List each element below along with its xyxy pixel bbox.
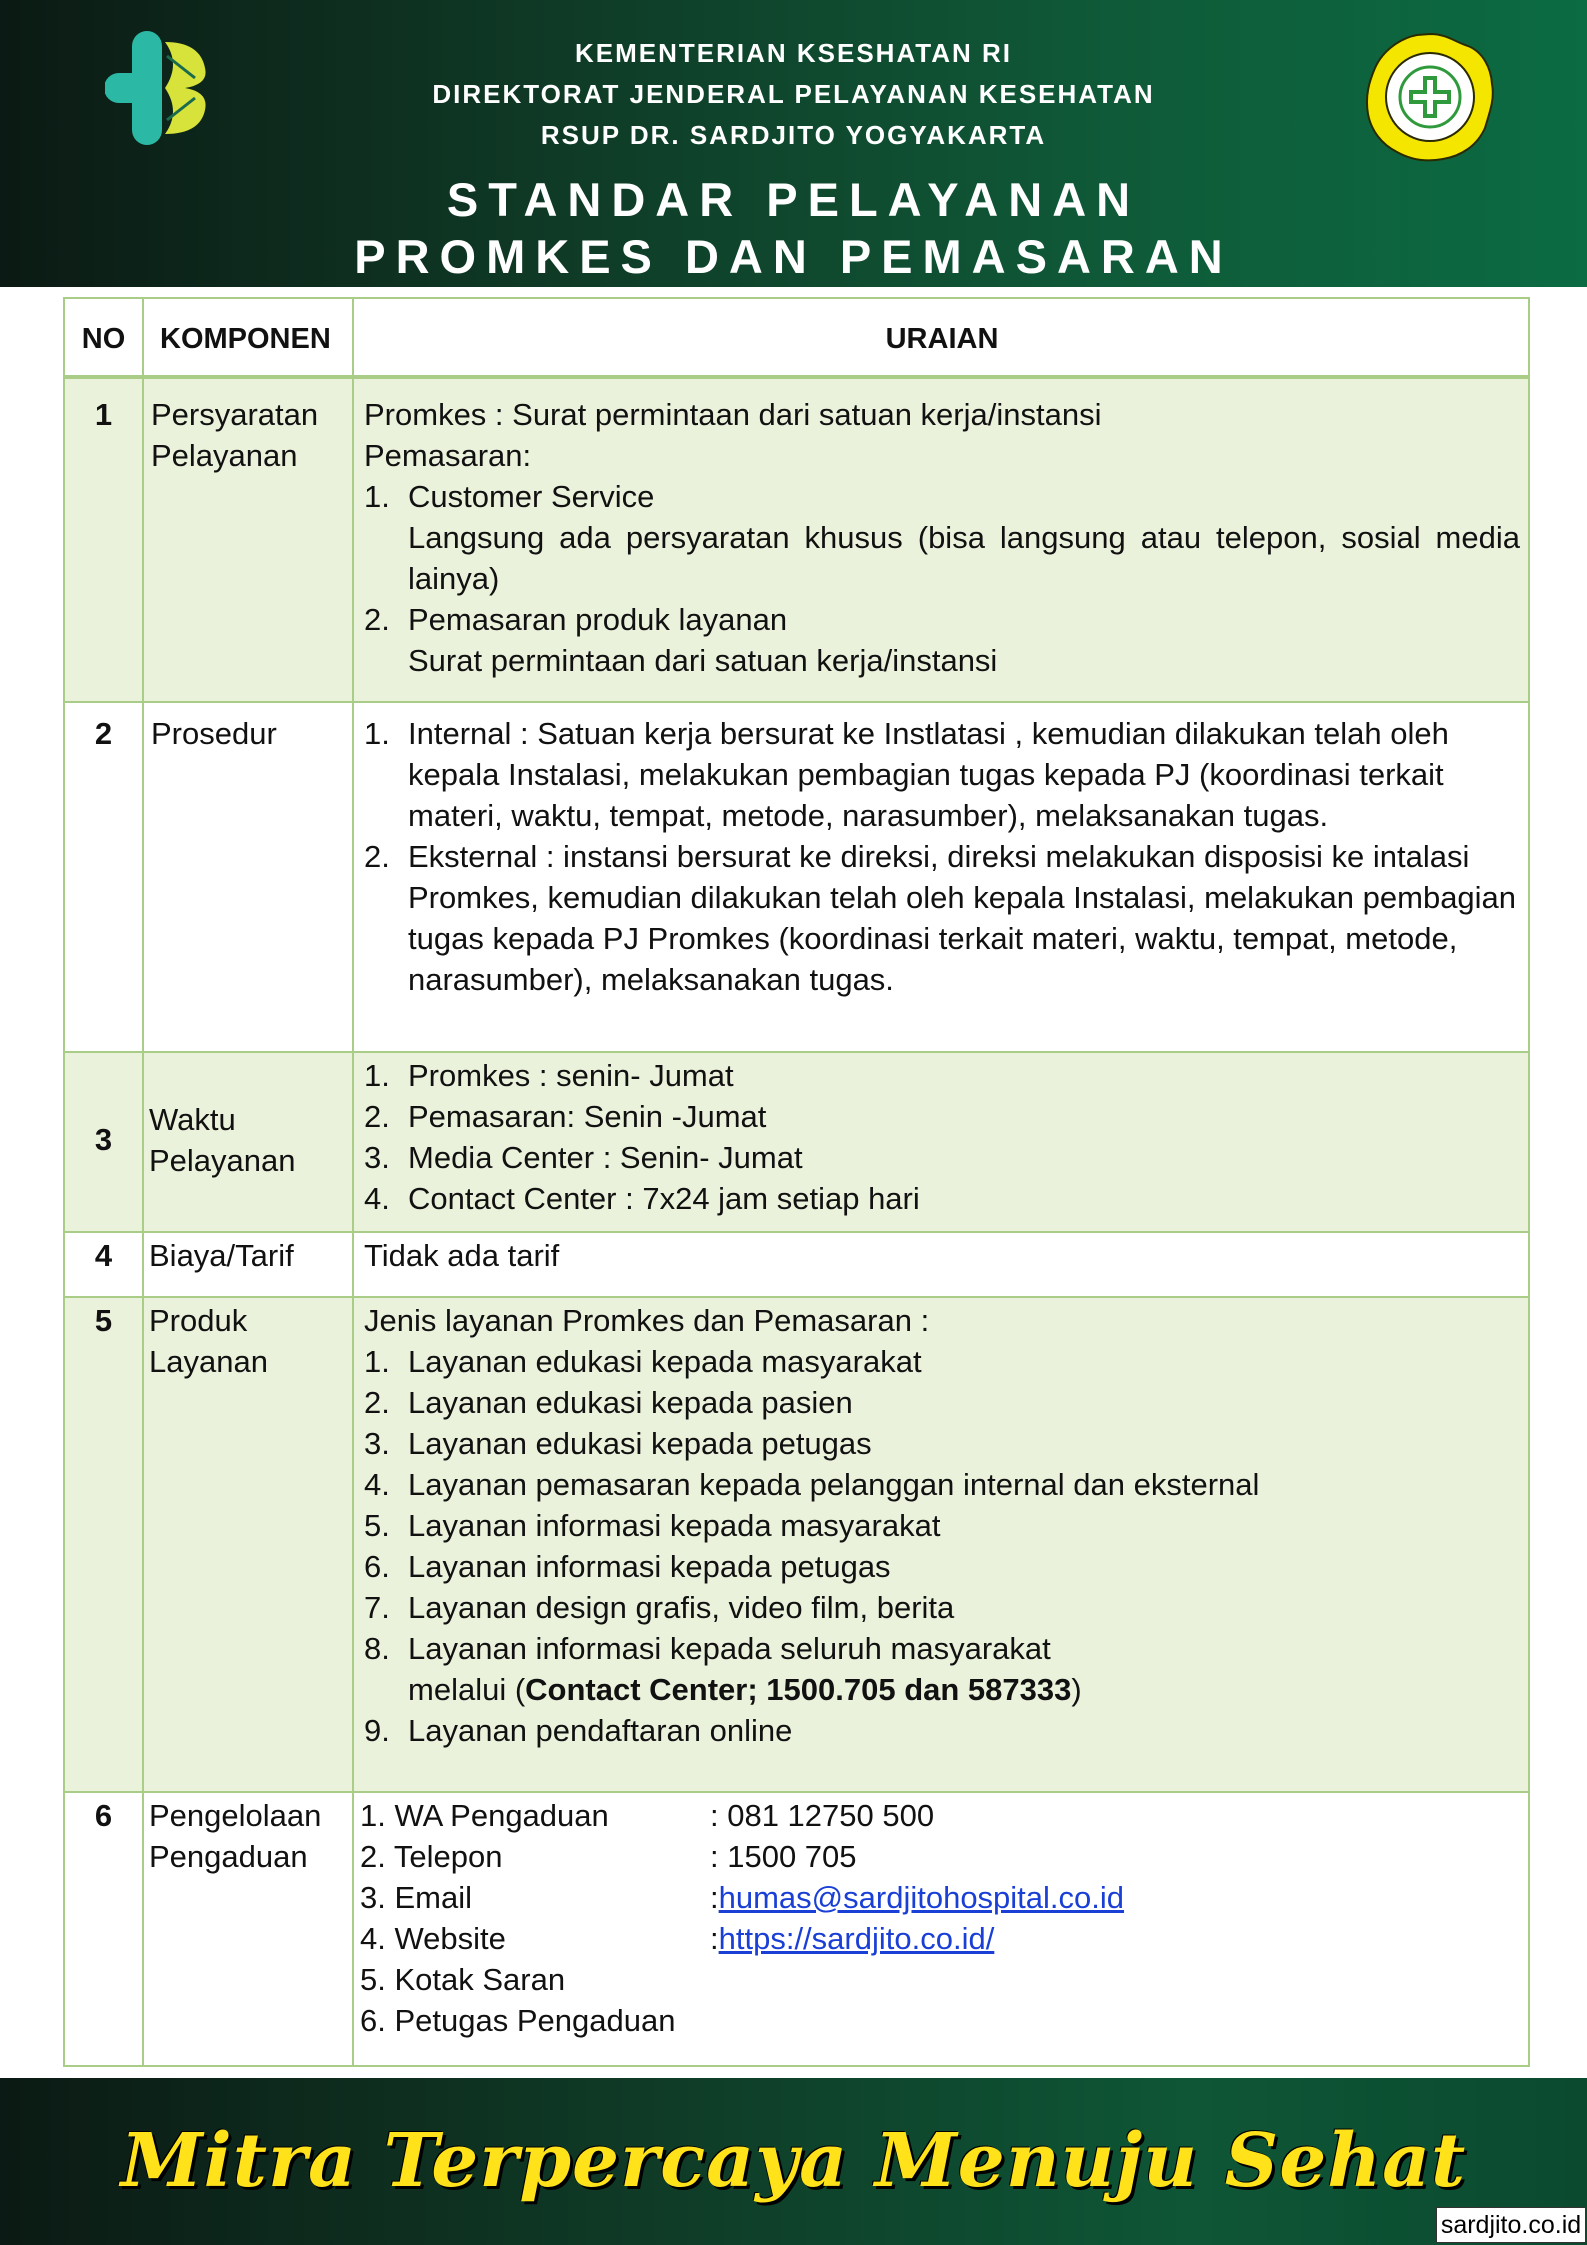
column-header-component: KOMPONEN xyxy=(160,323,331,355)
list-item-text: Internal : Satuan kerja bersurat ke Instlatasi , kemudian dilakukan telah oleh kepala Instalasi, melakukan pembagian tugas kepada PJ (koordinasi terkait materi, waktu, tempat, metode, narasumber), melaksanakan tugas. xyxy=(408,716,1449,833)
row-component: Pengelolaan Pengaduan xyxy=(149,1798,322,1874)
row-number: 4 xyxy=(94,1238,113,1273)
list-item-number: 2. xyxy=(364,839,390,874)
list-item-number: 9. xyxy=(364,1713,390,1748)
table-row xyxy=(65,701,1528,1051)
table-row xyxy=(65,1296,1528,1791)
contact-label: 4. Website xyxy=(360,1921,506,1956)
row-number: 5 xyxy=(94,1303,113,1338)
list-item-text: Layanan informasi kepada masyarakat xyxy=(408,1508,941,1543)
list-item-text: Promkes : senin- Jumat xyxy=(408,1058,734,1093)
list-item-text: Layanan edukasi kepada petugas xyxy=(408,1426,872,1461)
list-item-text: Layanan edukasi kepada masyarakat xyxy=(408,1344,922,1379)
list-item-contact-line xyxy=(408,1669,1520,1710)
list-item xyxy=(364,1546,1520,1587)
site-watermark: sardjito.co.id xyxy=(1436,2207,1586,2243)
list-item xyxy=(364,1587,1520,1628)
org-line-ministry: KEMENTERIAN KSESHATAN RI xyxy=(574,38,1013,68)
list-item-number: 3. xyxy=(364,1426,390,1461)
list-item-detail: Surat permintaan dari satuan kerja/instansi xyxy=(408,643,998,678)
rsup-sardjito-seal-icon xyxy=(1365,32,1495,162)
list-item-number: 4. xyxy=(364,1467,390,1502)
column-divider xyxy=(142,299,144,2065)
contact-phone xyxy=(360,1836,1520,1877)
contact-label: 3. Email xyxy=(360,1880,472,1915)
contact-value: : 081 12750 500 xyxy=(710,1798,935,1833)
list-item-number: 5. xyxy=(364,1508,390,1543)
list-item-number: 2. xyxy=(364,602,390,637)
row-component: Biaya/Tarif xyxy=(149,1238,294,1273)
list-item-number: 7. xyxy=(364,1590,390,1625)
table-row xyxy=(65,1231,1528,1296)
list-item xyxy=(364,1096,1520,1137)
service-standard-table xyxy=(63,297,1530,2067)
list-item xyxy=(364,476,1520,599)
list-item xyxy=(364,1055,1520,1096)
row-description xyxy=(354,1795,1530,2041)
row-number: 3 xyxy=(94,1122,113,1157)
org-line-directorate: DIREKTORAT JENDERAL PELAYANAN KESEHATAN xyxy=(432,79,1155,109)
list-item-text: Contact Center : 7x24 jam setiap hari xyxy=(408,1181,920,1216)
list-item-text: Layanan edukasi kepada pasien xyxy=(408,1385,853,1420)
row-description xyxy=(354,394,1530,681)
list-item-detail: Langsung ada persyaratan khusus (bisa langsung atau telepon, sosial media lainya) xyxy=(408,520,1520,596)
row-component: Prosedur xyxy=(151,716,277,751)
product-intro: Jenis layanan Promkes dan Pemasaran : xyxy=(364,1303,930,1338)
list-item-number: 2. xyxy=(364,1385,390,1420)
column-divider xyxy=(352,299,354,2065)
list-item-title: Pemasaran produk layanan xyxy=(408,602,788,637)
email-link[interactable]: humas@sardjitohospital.co.id xyxy=(718,1880,1125,1915)
contact-line-prefix: melalui ( xyxy=(408,1672,526,1707)
list-item xyxy=(364,1464,1520,1505)
list-item xyxy=(364,1423,1520,1464)
row-component: Persyaratan Pelayanan xyxy=(151,397,319,473)
contact-complaint-officer: 6. Petugas Pengaduan xyxy=(360,2003,676,2038)
list-item-text: Layanan design grafis, video film, berita xyxy=(408,1590,955,1625)
list-item-text: Layanan informasi kepada petugas xyxy=(408,1549,891,1584)
row-description xyxy=(354,1055,1530,1219)
contact-suggestion-box: 5. Kotak Saran xyxy=(360,1962,566,1997)
row-description xyxy=(354,1300,1530,1751)
list-item-number: 1. xyxy=(364,1058,390,1093)
list-item xyxy=(364,836,1520,1000)
contact-separator: : xyxy=(710,1880,719,1915)
list-item xyxy=(364,1137,1520,1178)
table-row xyxy=(65,379,1528,701)
list-item-text: Eksternal : instansi bersurat ke direksi, direksi melakukan disposisi ke intalasi Promkes, kemudian dilakukan telah oleh kepala Instalasi, melakukan pembagian tugas kepada PJ Promkes (koordinasi terkait materi, waktu, tempat, metode, narasumber), melaksanakan tugas. xyxy=(408,839,1517,997)
list-item-text: Layanan pemasaran kepada pelanggan internal dan eksternal xyxy=(408,1467,1260,1502)
list-item xyxy=(364,1628,1520,1710)
list-item-number: 1. xyxy=(364,1344,390,1379)
row-number: 2 xyxy=(94,716,113,751)
website-link[interactable]: https://sardjito.co.id/ xyxy=(718,1921,995,1956)
contact-value: : 1500 705 xyxy=(710,1839,857,1874)
list-item xyxy=(364,1341,1520,1382)
list-item xyxy=(364,1505,1520,1546)
list-item-number: 2. xyxy=(364,1099,390,1134)
list-item-text: Layanan informasi kepada seluruh masyarakat xyxy=(408,1631,1051,1666)
list-item-number: 1. xyxy=(364,716,390,751)
footer-slogan: Mitra Terpercaya Menuju Sehat xyxy=(120,2118,1467,2204)
list-item-number: 4. xyxy=(364,1181,390,1216)
row-component: Waktu Pelayanan xyxy=(149,1102,296,1178)
requirement-marketing-label: Pemasaran: xyxy=(364,438,532,473)
header-banner xyxy=(0,0,1587,287)
row-component: Produk Layanan xyxy=(149,1303,268,1379)
contact-email xyxy=(360,1877,1520,1918)
list-item-text: Layanan pendaftaran online xyxy=(408,1713,793,1748)
table-header-row xyxy=(65,299,1528,379)
list-item-number: 3. xyxy=(364,1140,390,1175)
row-number: 1 xyxy=(94,397,113,432)
list-item-number: 6. xyxy=(364,1549,390,1584)
list-item xyxy=(364,713,1520,836)
list-item xyxy=(364,1178,1520,1219)
contact-separator: : xyxy=(710,1921,719,1956)
list-item-number: 1. xyxy=(364,479,390,514)
footer-banner xyxy=(0,2078,1587,2245)
column-header-no: NO xyxy=(81,323,126,355)
contact-website xyxy=(360,1918,1520,1959)
list-item-text: Pemasaran: Senin -Jumat xyxy=(408,1099,767,1134)
list-item-number: 8. xyxy=(364,1631,390,1666)
contact-line-suffix: ) xyxy=(1071,1672,1082,1707)
list-item xyxy=(364,1382,1520,1423)
table-row xyxy=(65,1791,1528,2067)
table-row xyxy=(65,1051,1528,1231)
contact-label: 2. Telepon xyxy=(360,1839,503,1874)
list-item-title: Customer Service xyxy=(408,479,655,514)
row-number: 6 xyxy=(94,1798,113,1833)
contact-wa xyxy=(360,1795,1520,1836)
contact-center-numbers: Contact Center; 1500.705 dan 587333 xyxy=(525,1672,1072,1707)
list-item-text: Media Center : Senin- Jumat xyxy=(408,1140,803,1175)
org-line-hospital: RSUP DR. SARDJITO YOGYAKARTA xyxy=(540,120,1047,150)
list-item xyxy=(364,599,1520,681)
contact-label: 1. WA Pengaduan xyxy=(360,1798,609,1833)
page-title-line-1: STANDAR PELAYANAN xyxy=(446,173,1141,226)
requirement-promkes: Promkes : Surat permintaan dari satuan kerja/instansi xyxy=(364,397,1102,432)
page-title-line-2: PROMKES DAN PEMASARAN xyxy=(354,230,1233,283)
column-header-description: URAIAN xyxy=(885,323,999,355)
row-description: Tidak ada tarif xyxy=(364,1238,560,1273)
row-description xyxy=(354,713,1530,1000)
list-item xyxy=(364,1710,1520,1751)
